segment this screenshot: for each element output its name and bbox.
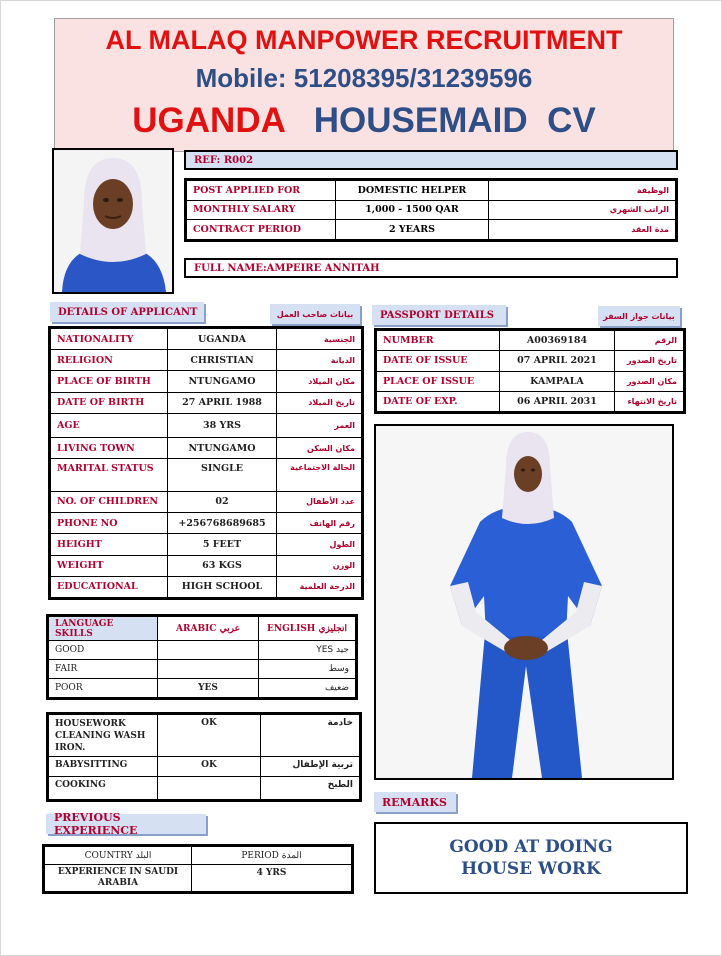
- applicant-value: 27 APRIL 1988: [168, 392, 277, 413]
- applicant-label-ar: العمر: [277, 413, 362, 437]
- mobile-numbers: Mobile: 51208395/31239596: [195, 63, 533, 93]
- passport-label: PLACE OF ISSUE: [377, 371, 500, 391]
- english-level-value: وسط: [259, 660, 356, 679]
- experience-table: [42, 844, 354, 894]
- applicant-label: PHONE NO: [51, 513, 168, 534]
- skill-label-ar: خادمة: [261, 715, 360, 757]
- applicant-section-title-ar: بيانات صاحب العمل: [270, 304, 360, 324]
- applicant-value: 5 FEET: [168, 534, 277, 555]
- table-row: [51, 329, 362, 350]
- job-label-ar: الوظيفة: [489, 181, 676, 201]
- passport-section-title: PASSPORT DETAILS: [372, 305, 506, 325]
- table-row: [377, 391, 684, 411]
- passport-value: A00369184: [500, 331, 615, 351]
- applicant-label-ar: الحالة الاجتماعية: [277, 459, 362, 491]
- applicant-value: HIGH SCHOOL: [168, 576, 277, 597]
- experience-section-title: PREVIOUS EXPERIENCE: [46, 814, 206, 834]
- table-row: [51, 576, 362, 597]
- applicant-label-ar: الوزن: [277, 555, 362, 576]
- applicant-value: 38 YRS: [168, 413, 277, 437]
- passport-label-ar: تاريخ الانتهاء: [615, 391, 684, 411]
- job-value: DOMESTIC HELPER: [336, 181, 489, 201]
- table-row: [51, 438, 362, 459]
- remarks-section-title: REMARKS: [374, 792, 456, 812]
- arabic-level-value: [158, 641, 259, 660]
- table-row: [49, 757, 360, 777]
- skill-value: OK: [158, 715, 261, 757]
- passport-label-ar: مكان الصدور: [615, 371, 684, 391]
- work-skills-table: [46, 712, 362, 802]
- table-row: [49, 679, 356, 698]
- job-label-ar: مدة العقد: [489, 220, 676, 240]
- job-label: MONTHLY SALARY: [187, 200, 336, 220]
- table-row: [49, 641, 356, 660]
- applicant-label: WEIGHT: [51, 555, 168, 576]
- reference-number: REF: R002: [184, 150, 678, 170]
- job-details-table: [184, 178, 678, 242]
- applicant-section-title: DETAILS OF APPLICANT: [50, 302, 204, 322]
- applicant-label: LIVING TOWN: [51, 438, 168, 459]
- passport-value: 07 APRIL 2021: [500, 351, 615, 371]
- applicant-details-table: [48, 326, 364, 600]
- cv-heading: [55, 101, 673, 141]
- applicant-value: UGANDA: [168, 329, 277, 350]
- table-row: [51, 555, 362, 576]
- applicant-label: MARITAL STATUS: [51, 459, 168, 491]
- country-name: UGANDA: [132, 101, 285, 140]
- table-row: [51, 413, 362, 437]
- applicant-label: EDUCATIONAL: [51, 576, 168, 597]
- table-row: [49, 617, 356, 641]
- arabic-level-value: YES: [158, 679, 259, 698]
- passport-label: DATE OF EXP.: [377, 391, 500, 411]
- applicant-label: PLACE OF BIRTH: [51, 371, 168, 392]
- language-skills-table: [46, 614, 358, 700]
- skill-value: [158, 777, 261, 800]
- passport-label-ar: الرقم: [615, 331, 684, 351]
- portrait-figure-icon: [54, 150, 172, 292]
- cv-title: HOUSEMAID CV: [313, 101, 596, 140]
- applicant-label: RELIGION: [51, 350, 168, 371]
- english-column-header: ENGLISH انجليزي: [259, 617, 356, 641]
- cv-header: [54, 18, 674, 152]
- skill-label-ar: تربية الإطفال: [261, 757, 360, 777]
- table-row: [187, 181, 676, 201]
- skill-label-ar: الطبخ: [261, 777, 360, 800]
- language-level-label: GOOD: [49, 641, 158, 660]
- passport-label-ar: تاريخ الصدور: [615, 351, 684, 371]
- table-row: [187, 200, 676, 220]
- period-column-header: PERIOD المدة: [192, 847, 352, 865]
- applicant-label-ar: الطول: [277, 534, 362, 555]
- country-column-header: COUNTRY البلد: [45, 847, 192, 865]
- applicant-label: NATIONALITY: [51, 329, 168, 350]
- table-row: [187, 220, 676, 240]
- table-row: [51, 459, 362, 491]
- table-row: [49, 777, 360, 800]
- applicant-value: NTUNGAMO: [168, 371, 277, 392]
- table-row: [51, 513, 362, 534]
- table-row: [377, 331, 684, 351]
- applicant-value: NTUNGAMO: [168, 438, 277, 459]
- passport-value: KAMPALA: [500, 371, 615, 391]
- applicant-value: +256768689685: [168, 513, 277, 534]
- experience-country: EXPERIENCE IN SAUDI ARABIA: [45, 865, 192, 892]
- arabic-column-header: ARABIC عربي: [158, 617, 259, 641]
- remarks-text: GOOD AT DOING HOUSE WORK: [374, 822, 688, 894]
- job-value: 2 YEARS: [336, 220, 489, 240]
- applicant-label-ar: مكان الميلاد: [277, 371, 362, 392]
- arabic-level-value: [158, 660, 259, 679]
- skill-value: OK: [158, 757, 261, 777]
- full-name: FULL NAME:AMPEIRE ANNITAH: [184, 258, 678, 278]
- job-label: CONTRACT PERIOD: [187, 220, 336, 240]
- language-section-title: LANGUAGE SKILLS: [49, 617, 158, 641]
- applicant-label-ar: الجنسية: [277, 329, 362, 350]
- portrait-photo: [52, 148, 174, 294]
- applicant-label: NO. OF CHILDREN: [51, 491, 168, 512]
- table-row: [51, 371, 362, 392]
- english-level-value: ضعيف: [259, 679, 356, 698]
- table-row: [45, 865, 352, 892]
- applicant-label: HEIGHT: [51, 534, 168, 555]
- table-row: [51, 491, 362, 512]
- table-row: [45, 847, 352, 865]
- applicant-value: SINGLE: [168, 459, 277, 491]
- job-label: POST APPLIED FOR: [187, 181, 336, 201]
- table-row: [51, 534, 362, 555]
- applicant-value: 02: [168, 491, 277, 512]
- passport-label: NUMBER: [377, 331, 500, 351]
- passport-section-title-ar: بيانات جواز السفر: [598, 306, 680, 326]
- passport-value: 06 APRIL 2031: [500, 391, 615, 411]
- applicant-label: DATE OF BIRTH: [51, 392, 168, 413]
- english-level-value: YES جيد: [259, 641, 356, 660]
- experience-period: 4 YRS: [192, 865, 352, 892]
- skill-label: COOKING: [49, 777, 158, 800]
- applicant-label-ar: رقم الهاتف: [277, 513, 362, 534]
- applicant-value: CHRISTIAN: [168, 350, 277, 371]
- applicant-label-ar: عدد الأطفال: [277, 491, 362, 512]
- table-row: [377, 351, 684, 371]
- skill-label: BABYSITTING: [49, 757, 158, 777]
- full-body-photo: [374, 424, 674, 780]
- table-row: [49, 715, 360, 757]
- applicant-label-ar: الدرجة العلمية: [277, 576, 362, 597]
- applicant-value: 63 KGS: [168, 555, 277, 576]
- table-row: [51, 392, 362, 413]
- applicant-label-ar: تاريخ الميلاد: [277, 392, 362, 413]
- job-value: 1,000 - 1500 QAR: [336, 200, 489, 220]
- language-level-label: FAIR: [49, 660, 158, 679]
- passport-label: DATE OF ISSUE: [377, 351, 500, 371]
- table-row: [51, 350, 362, 371]
- job-label-ar: الراتب الشهري: [489, 200, 676, 220]
- full-body-figure-icon: [376, 426, 672, 778]
- passport-details-table: [374, 328, 686, 414]
- language-level-label: POOR: [49, 679, 158, 698]
- skill-label: HOUSEWORK CLEANING WASH IRON.: [49, 715, 158, 757]
- company-name: AL MALAQ MANPOWER RECRUITMENT: [105, 25, 623, 55]
- applicant-label-ar: الديانة: [277, 350, 362, 371]
- applicant-label-ar: مكان السكن: [277, 438, 362, 459]
- table-row: [49, 660, 356, 679]
- applicant-label: AGE: [51, 413, 168, 437]
- table-row: [377, 371, 684, 391]
